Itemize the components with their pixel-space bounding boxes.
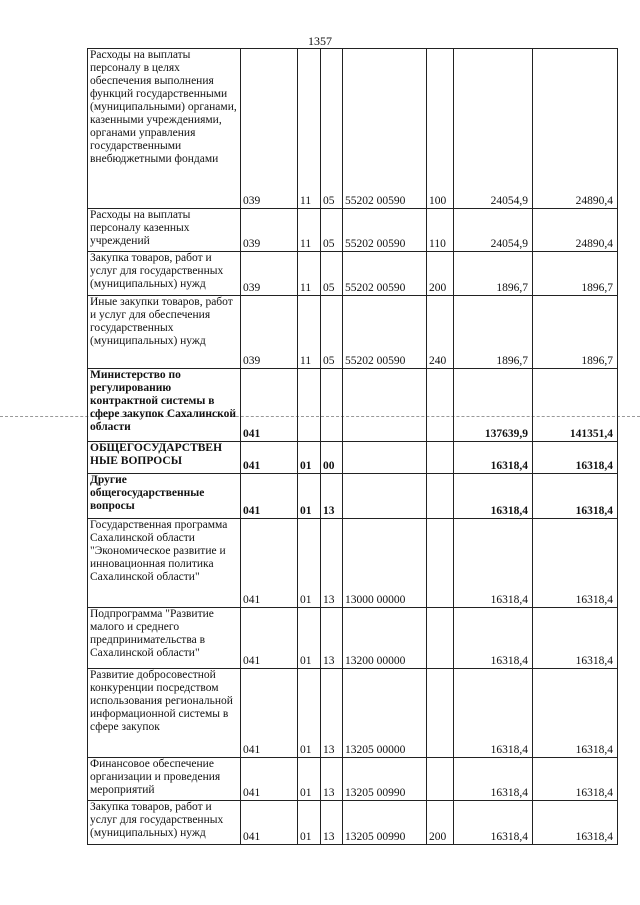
row-code: 041 <box>241 369 298 442</box>
table-row <box>88 442 618 474</box>
row-name: Расходы на выплаты персоналу в целях обеспечения выполнения функций государственными (муниципальными) органами, казенными учреждениями, органами управления государственными внебюджетными фондами <box>88 49 241 209</box>
row-sum-year-2: 16318,4 <box>533 669 618 758</box>
row-code: 041 <box>241 608 298 669</box>
row-sum-year-1: 24054,9 <box>454 49 533 209</box>
row-name: ОБЩЕГОСУДАРСТВЕН НЫЕ ВОПРОСЫ <box>88 442 241 474</box>
table-row <box>88 209 618 252</box>
row-subsection: 13 <box>321 669 343 758</box>
row-code: 039 <box>241 252 298 296</box>
row-name: Иные закупки товаров, работ и услуг для обеспечения государственных (муниципальных) нужд <box>88 296 241 369</box>
row-sum-year-1: 16318,4 <box>454 519 533 608</box>
row-code: 039 <box>241 49 298 209</box>
table-row <box>88 608 618 669</box>
row-sum-year-2: 16318,4 <box>533 801 618 845</box>
row-sum-year-2: 16318,4 <box>533 519 618 608</box>
row-sum-year-2: 16318,4 <box>533 474 618 519</box>
row-name: Государственная программа Сахалинской области "Экономическое развитие и инновационная политика Сахалинской области" <box>88 519 241 608</box>
row-target-article: 13205 00990 <box>343 801 427 845</box>
row-expense-type <box>427 519 454 608</box>
row-sum-year-1: 16318,4 <box>454 801 533 845</box>
row-section: 11 <box>298 49 321 209</box>
row-name: Министерство по регулированию контрактной системы в сфере закупок Сахалинской области <box>88 369 241 442</box>
row-expense-type: 240 <box>427 296 454 369</box>
row-section: 11 <box>298 209 321 252</box>
table-row <box>88 474 618 519</box>
row-sum-year-2: 1896,7 <box>533 296 618 369</box>
row-section: 01 <box>298 801 321 845</box>
row-target-article: 55202 00590 <box>343 209 427 252</box>
row-subsection: 00 <box>321 442 343 474</box>
row-target-article <box>343 474 427 519</box>
row-section: 01 <box>298 474 321 519</box>
row-section: 01 <box>298 519 321 608</box>
row-code: 041 <box>241 669 298 758</box>
row-section: 11 <box>298 296 321 369</box>
row-expense-type: 200 <box>427 801 454 845</box>
row-sum-year-2: 24890,4 <box>533 49 618 209</box>
row-subsection: 13 <box>321 608 343 669</box>
row-code: 041 <box>241 801 298 845</box>
row-code: 041 <box>241 519 298 608</box>
row-sum-year-2: 16318,4 <box>533 442 618 474</box>
row-sum-year-2: 24890,4 <box>533 209 618 252</box>
row-sum-year-1: 1896,7 <box>454 296 533 369</box>
table-row <box>88 252 618 296</box>
row-subsection: 05 <box>321 209 343 252</box>
row-target-article: 13205 00000 <box>343 669 427 758</box>
row-name: Другие общегосударственные вопросы <box>88 474 241 519</box>
row-expense-type: 100 <box>427 49 454 209</box>
row-sum-year-1: 1896,7 <box>454 252 533 296</box>
row-code: 041 <box>241 758 298 801</box>
row-section: 01 <box>298 608 321 669</box>
row-name: Финансовое обеспечение организации и проведения мероприятий <box>88 758 241 801</box>
row-sum-year-2: 16318,4 <box>533 758 618 801</box>
row-sum-year-1: 137639,9 <box>454 369 533 442</box>
row-target-article: 13205 00990 <box>343 758 427 801</box>
row-target-article <box>343 369 427 442</box>
row-sum-year-1: 16318,4 <box>454 669 533 758</box>
row-subsection: 05 <box>321 296 343 369</box>
table-row <box>88 669 618 758</box>
row-sum-year-1: 16318,4 <box>454 608 533 669</box>
row-target-article: 55202 00590 <box>343 49 427 209</box>
table-row <box>88 49 618 209</box>
row-target-article: 55202 00590 <box>343 252 427 296</box>
row-code: 039 <box>241 296 298 369</box>
row-name: Развитие добросовестной конкуренции посредством использования региональной информационной системы в сфере закупок <box>88 669 241 758</box>
row-expense-type <box>427 669 454 758</box>
row-subsection <box>321 369 343 442</box>
table-row <box>88 758 618 801</box>
page-number: 1357 <box>308 34 332 48</box>
row-sum-year-1: 16318,4 <box>454 442 533 474</box>
budget-table <box>87 48 618 845</box>
row-subsection: 13 <box>321 758 343 801</box>
row-name: Подпрограмма "Развитие малого и среднего предпринимательства в Сахалинской области" <box>88 608 241 669</box>
row-expense-type <box>427 369 454 442</box>
row-section: 01 <box>298 442 321 474</box>
row-sum-year-1: 16318,4 <box>454 474 533 519</box>
row-sum-year-2: 1896,7 <box>533 252 618 296</box>
table-row <box>88 801 618 845</box>
row-sum-year-2: 16318,4 <box>533 608 618 669</box>
row-section: 01 <box>298 758 321 801</box>
row-section: 01 <box>298 669 321 758</box>
row-sum-year-1: 24054,9 <box>454 209 533 252</box>
row-target-article: 13000 00000 <box>343 519 427 608</box>
row-name: Закупка товаров, работ и услуг для государственных (муниципальных) нужд <box>88 801 241 845</box>
row-subsection: 13 <box>321 801 343 845</box>
table-row <box>88 519 618 608</box>
row-expense-type: 200 <box>427 252 454 296</box>
row-subsection: 13 <box>321 519 343 608</box>
row-subsection: 05 <box>321 49 343 209</box>
row-section: 11 <box>298 252 321 296</box>
row-name: Расходы на выплаты персоналу казенных учреждений <box>88 209 241 252</box>
table-row <box>88 296 618 369</box>
row-target-article: 55202 00590 <box>343 296 427 369</box>
row-section <box>298 369 321 442</box>
row-code: 041 <box>241 474 298 519</box>
row-expense-type <box>427 474 454 519</box>
row-subsection: 05 <box>321 252 343 296</box>
row-subsection: 13 <box>321 474 343 519</box>
row-expense-type <box>427 608 454 669</box>
table-row <box>88 369 618 442</box>
row-target-article <box>343 442 427 474</box>
row-code: 041 <box>241 442 298 474</box>
row-expense-type: 110 <box>427 209 454 252</box>
row-sum-year-2: 141351,4 <box>533 369 618 442</box>
row-code: 039 <box>241 209 298 252</box>
row-name: Закупка товаров, работ и услуг для государственных (муниципальных) нужд <box>88 252 241 296</box>
row-target-article: 13200 00000 <box>343 608 427 669</box>
row-expense-type <box>427 758 454 801</box>
row-sum-year-1: 16318,4 <box>454 758 533 801</box>
row-expense-type <box>427 442 454 474</box>
